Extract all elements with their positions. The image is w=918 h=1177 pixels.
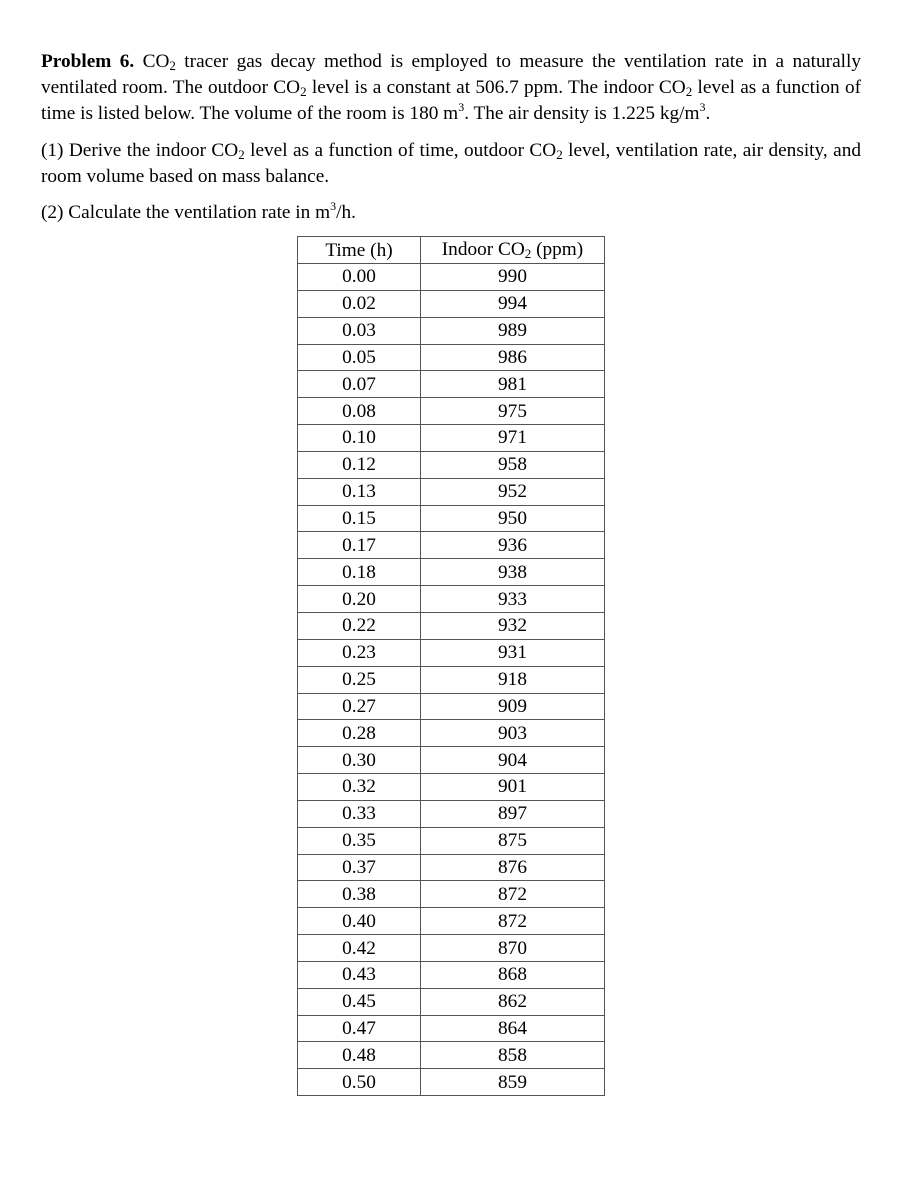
cell-time: 0.47 [298, 1015, 421, 1042]
co2-data-table [297, 236, 605, 1096]
table-row [298, 344, 605, 371]
superscript: 3 [458, 100, 465, 114]
cell-time: 0.20 [298, 586, 421, 613]
cell-time: 0.42 [298, 935, 421, 962]
cell-co2: 981 [421, 371, 605, 398]
subscript: 2 [238, 147, 245, 162]
cell-time: 0.07 [298, 371, 421, 398]
cell-time: 0.03 [298, 317, 421, 344]
header-co2-unit: (ppm) [531, 239, 584, 260]
cell-time: 0.28 [298, 720, 421, 747]
table-row [298, 881, 605, 908]
table-row [298, 720, 605, 747]
cell-co2: 875 [421, 827, 605, 854]
table-row [298, 693, 605, 720]
table-row [298, 988, 605, 1015]
problem-text: . The air density is 1.225 kg/m [464, 103, 700, 124]
table-row [298, 854, 605, 881]
subscript: 2 [300, 84, 307, 99]
table-row [298, 532, 605, 559]
cell-time: 0.05 [298, 344, 421, 371]
subscript: 2 [685, 84, 693, 99]
table-row [298, 398, 605, 425]
problem-text: CO [134, 51, 170, 72]
table-row [298, 827, 605, 854]
cell-time: 0.27 [298, 693, 421, 720]
cell-time: 0.22 [298, 612, 421, 639]
cell-co2: 903 [421, 720, 605, 747]
problem-text: tracer gas decay method is employed to measure the ventilation rate in a naturally ventilated room. The outdoor CO [41, 51, 861, 98]
problem-statement [41, 49, 861, 128]
table-row [298, 961, 605, 988]
table-row [298, 559, 605, 586]
table-row [298, 1069, 605, 1096]
subscript: 2 [556, 147, 563, 162]
cell-time: 0.23 [298, 639, 421, 666]
cell-co2: 952 [421, 478, 605, 505]
cell-time: 0.32 [298, 774, 421, 801]
cell-time: 0.50 [298, 1069, 421, 1096]
question-text: level, ventilation rate, air density, and room volume based on mass balance. [41, 140, 861, 187]
table-row [298, 371, 605, 398]
question-text: (2) Calculate the ventilation rate in m [41, 202, 331, 223]
cell-co2: 971 [421, 425, 605, 452]
cell-co2: 932 [421, 612, 605, 639]
cell-co2: 859 [421, 1069, 605, 1096]
cell-time: 0.43 [298, 961, 421, 988]
cell-time: 0.37 [298, 854, 421, 881]
table-row [298, 425, 605, 452]
cell-co2: 958 [421, 451, 605, 478]
table-row [298, 639, 605, 666]
cell-co2: 862 [421, 988, 605, 1015]
cell-co2: 897 [421, 800, 605, 827]
cell-time: 0.45 [298, 988, 421, 1015]
cell-co2: 931 [421, 639, 605, 666]
cell-time: 0.33 [298, 800, 421, 827]
cell-co2: 864 [421, 1015, 605, 1042]
cell-co2: 909 [421, 693, 605, 720]
table-row [298, 908, 605, 935]
cell-co2: 986 [421, 344, 605, 371]
header-co2-text: Indoor CO [441, 239, 525, 260]
cell-co2: 950 [421, 505, 605, 532]
superscript: 3 [699, 100, 706, 114]
question-text: /h. [336, 202, 356, 223]
table-row [298, 478, 605, 505]
table-row [298, 1015, 605, 1042]
cell-time: 0.25 [298, 666, 421, 693]
table-body [298, 264, 605, 1096]
cell-co2: 870 [421, 935, 605, 962]
problem-text: . [705, 103, 711, 124]
table-row [298, 586, 605, 613]
cell-time: 0.10 [298, 425, 421, 452]
subscript: 2 [169, 58, 176, 73]
cell-co2: 904 [421, 747, 605, 774]
cell-co2: 990 [421, 264, 605, 291]
cell-time: 0.12 [298, 451, 421, 478]
cell-time: 0.08 [298, 398, 421, 425]
header-co2 [421, 237, 605, 264]
superscript: 3 [330, 199, 337, 213]
cell-time: 0.35 [298, 827, 421, 854]
cell-time: 0.17 [298, 532, 421, 559]
header-time: Time (h) [298, 237, 421, 264]
problem-text: level is a constant at 506.7 ppm. The indoor CO [306, 77, 686, 98]
question-1 [41, 138, 861, 189]
cell-co2: 994 [421, 290, 605, 317]
question-2 [41, 200, 861, 227]
question-text: (1) Derive the indoor CO [41, 140, 239, 161]
cell-co2: 989 [421, 317, 605, 344]
cell-time: 0.02 [298, 290, 421, 317]
cell-time: 0.40 [298, 908, 421, 935]
cell-co2: 876 [421, 854, 605, 881]
cell-co2: 975 [421, 398, 605, 425]
table-row [298, 800, 605, 827]
cell-time: 0.00 [298, 264, 421, 291]
table-header-row [298, 237, 605, 264]
cell-co2: 938 [421, 559, 605, 586]
cell-co2: 858 [421, 1042, 605, 1069]
table-row [298, 666, 605, 693]
problem-label: Problem 6. [41, 51, 135, 72]
cell-co2: 901 [421, 774, 605, 801]
table-row [298, 451, 605, 478]
table-row [298, 505, 605, 532]
cell-time: 0.18 [298, 559, 421, 586]
cell-co2: 936 [421, 532, 605, 559]
question-text: level as a function of time, outdoor CO [244, 140, 557, 161]
table-row [298, 317, 605, 344]
cell-co2: 872 [421, 881, 605, 908]
table-row [298, 774, 605, 801]
table-row [298, 612, 605, 639]
table-row [298, 935, 605, 962]
problem-text: level as a function of time is listed below. The volume of the room is 180 m [41, 77, 862, 124]
cell-time: 0.13 [298, 478, 421, 505]
cell-co2: 933 [421, 586, 605, 613]
cell-time: 0.15 [298, 505, 421, 532]
cell-time: 0.38 [298, 881, 421, 908]
table-row [298, 264, 605, 291]
table-row [298, 1042, 605, 1069]
cell-co2: 872 [421, 908, 605, 935]
table-row [298, 747, 605, 774]
data-table-wrapper [297, 236, 605, 1096]
cell-time: 0.48 [298, 1042, 421, 1069]
table-row [298, 290, 605, 317]
cell-co2: 868 [421, 961, 605, 988]
cell-time: 0.30 [298, 747, 421, 774]
cell-co2: 918 [421, 666, 605, 693]
subscript: 2 [524, 246, 532, 261]
